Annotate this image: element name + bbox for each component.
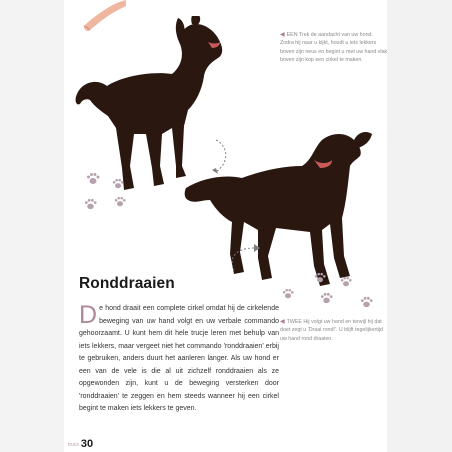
page-footer: [68, 438, 93, 450]
triangle-left-icon: ◀: [280, 32, 285, 38]
caption-step-one-text: Trek de aandacht van uw hond. Zodra hij naar u kijkt, houdt u iets lekkers boven zijn neus en begint u met uw hand vlak boven zijn kop een cirkel te maken.: [280, 32, 387, 63]
paw-print-icon: [112, 178, 124, 190]
paw-print-icon: [340, 276, 352, 288]
triangle-left-icon: ◀: [280, 319, 285, 325]
dog-bottom-image: [184, 126, 384, 296]
right-margin: [387, 0, 452, 452]
footer-section-label: trucs: [68, 442, 79, 448]
paw-print-icon: [314, 272, 326, 284]
paw-print-icon: [360, 296, 373, 309]
page-number: 30: [80, 438, 94, 450]
caption-step-two: [280, 318, 386, 343]
paw-print-icon: [86, 172, 100, 186]
book-page: [64, 0, 387, 452]
caption-step-two-text: Hij volgt uw hand en terwijl hij dat doet zegt u 'Draai rond!'. U blijft tegelijkertijd uw hand rond draaien.: [280, 319, 384, 342]
caption-step-one-label: EEN: [286, 32, 298, 38]
paw-print-icon: [84, 198, 97, 211]
body-text: [79, 303, 279, 416]
paw-print-icon: [320, 292, 333, 305]
paw-print-icon: [282, 288, 294, 300]
body-paragraph: e hond draait een complete cirkel omdat hij de cirkelende beweging van uw hand volgt en uw verbale commando gehoorzaamt. U kunt hem dit hele trucje leren met behulp van iets lekkers, maar vergeet niet het commando 'ronddraaien' erbij te gebruiken, anders duurt het aanleren langer. Als uw hond er een van de vele is die al uit zichzelf ronddraaien als ze opgewonden zijn, kunt u de beweging versterken door 'ronddraaien' te zeggen en hem steeds wanneer hij een cirkel begint te maken iets lekkers te geven.: [79, 305, 279, 412]
paw-print-icon: [114, 196, 126, 208]
caption-step-one: [280, 31, 387, 64]
drop-cap: D: [79, 301, 98, 329]
caption-step-two-label: TWEE: [286, 319, 302, 325]
section-title: Ronddraaien: [79, 275, 175, 292]
motion-arrow-bottom: [224, 244, 264, 278]
